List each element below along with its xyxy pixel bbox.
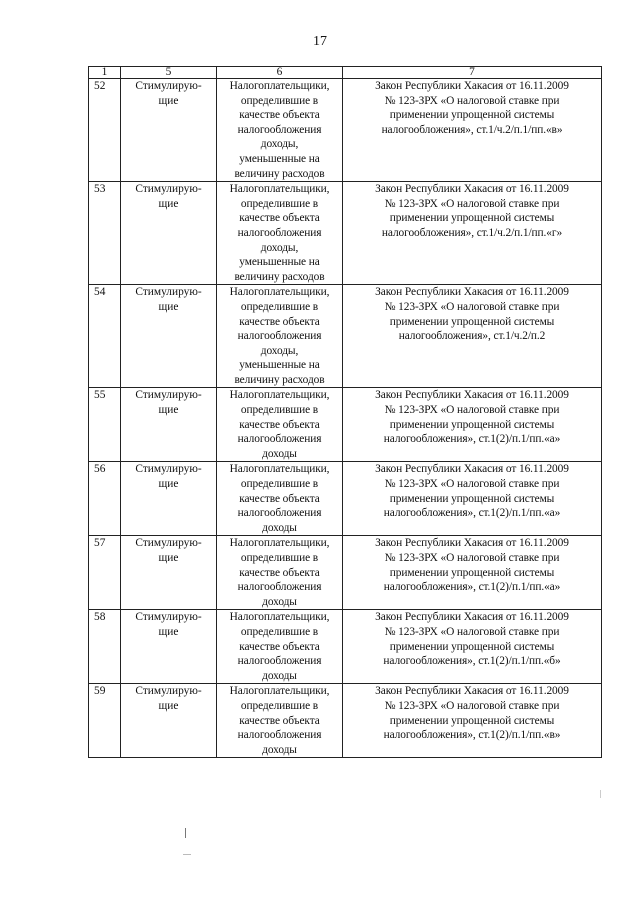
cell-text-line: доходы (262, 743, 297, 756)
cell-text-line: Закон Республики Хакасия от 16.11.2009 (375, 463, 569, 476)
cell-text-line: щие (158, 197, 179, 210)
row-number: 57 (89, 536, 121, 610)
row-number: 52 (89, 79, 121, 182)
cell-text-line: Налогоплательщики, (229, 685, 330, 698)
cell-text-line: доходы, (260, 344, 299, 357)
table-body (89, 79, 602, 758)
cell-text-line: щие (158, 94, 179, 107)
cell-text-line: № 123-ЗРХ «О налоговой ставке при (384, 197, 560, 210)
cell-text-line: № 123-ЗРХ «О налоговой ставке при (384, 552, 560, 564)
cell-text-line: Стимулирую- (135, 183, 202, 196)
cell-text-line: Закон Республики Хакасия от 16.11.2009 (375, 685, 569, 698)
cell-text-line: доходы (262, 447, 297, 460)
cell-text-line: налогообложения», ст.1(2)/п.1/пп.«в» (383, 729, 561, 742)
row-number: 58 (89, 610, 121, 684)
cell-text-line: налогообложения (237, 226, 322, 239)
benefit-type-cell (121, 462, 217, 536)
cell-text-line: качестве объекта (239, 640, 320, 653)
cell-text-line: величину расходов (234, 167, 325, 180)
legal-basis-cell (343, 462, 602, 536)
row-number: 56 (89, 462, 121, 536)
taxpayer-category-cell (217, 684, 343, 758)
benefit-type-cell (121, 79, 217, 182)
cell-text-line: применении упрощенной системы (389, 492, 555, 505)
cell-text-line: Стимулирую- (135, 389, 202, 402)
row-number: 53 (89, 182, 121, 285)
cell-text-line: Налогоплательщики, (229, 537, 330, 550)
cell-text-line: налогообложения», ст.1/ч.2/п.2 (398, 330, 546, 343)
cell-text-line: Стимулирую- (135, 537, 202, 550)
cell-text-line: Налогоплательщики, (229, 389, 330, 402)
taxpayer-category-cell (217, 79, 343, 182)
benefit-type-cell (121, 182, 217, 285)
header-col-1: 1 (89, 67, 121, 79)
legal-basis-cell (343, 684, 602, 758)
cell-text-line: № 123-ЗРХ «О налоговой ставке при (384, 625, 560, 638)
cell-text-line: Закон Республики Хакасия от 16.11.2009 (375, 537, 569, 550)
cell-text-line: налогообложения (237, 729, 322, 742)
cell-text-line: щие (158, 552, 179, 564)
taxpayer-category-cell (217, 610, 343, 684)
cell-text-line: щие (158, 404, 179, 417)
scan-artifact (183, 854, 191, 855)
taxpayer-category-cell (217, 462, 343, 536)
cell-text-line: качестве объекта (239, 109, 320, 122)
table-row (89, 684, 602, 758)
cell-text-line: налогообложения (237, 655, 322, 668)
cell-text-line: качестве объекта (239, 315, 320, 328)
cell-text-line: применении упрощенной системы (389, 315, 555, 328)
cell-text-line: величину расходов (234, 270, 325, 283)
legal-basis-cell (343, 285, 602, 388)
table-row (89, 79, 602, 182)
cell-text-line: № 123-ЗРХ «О налоговой ставке при (384, 478, 560, 491)
table-row (89, 285, 602, 388)
table-row (89, 610, 602, 684)
legal-basis-cell (343, 610, 602, 684)
cell-text-line: № 123-ЗРХ «О налоговой ставке при (384, 300, 560, 313)
scan-artifact (600, 790, 601, 798)
cell-text-line: определившие в (240, 300, 319, 313)
legal-basis-cell (343, 536, 602, 610)
cell-text-line: Закон Республики Хакасия от 16.11.2009 (375, 80, 569, 92)
row-number: 55 (89, 388, 121, 462)
cell-text-line: налогообложения (237, 507, 322, 520)
cell-text-line: Закон Республики Хакасия от 16.11.2009 (375, 389, 569, 402)
benefit-type-cell (121, 610, 217, 684)
cell-text-line: уменьшенные на (239, 359, 320, 372)
cell-text-line: Налогоплательщики, (229, 463, 330, 476)
cell-text-line: Стимулирую- (135, 611, 202, 624)
taxpayer-category-cell (217, 536, 343, 610)
cell-text-line: применении упрощенной системы (389, 566, 555, 579)
cell-text-line: применении упрощенной системы (389, 640, 555, 653)
scan-artifact (185, 828, 186, 838)
cell-text-line: качестве объекта (239, 714, 320, 727)
cell-text-line: щие (158, 699, 179, 712)
row-number: 59 (89, 684, 121, 758)
cell-text-line: определившие в (240, 625, 319, 638)
tax-benefits-table (88, 66, 602, 758)
legal-basis-cell (343, 182, 602, 285)
cell-text-line: налогообложения (237, 581, 322, 594)
cell-text-line: щие (158, 625, 179, 638)
cell-text-line: применении упрощенной системы (389, 109, 555, 122)
benefit-type-cell (121, 684, 217, 758)
cell-text-line: налогообложения», ст.1/ч.2/п.1/пп.«г» (381, 226, 563, 239)
cell-text-line: налогообложения», ст.1(2)/п.1/пп.«а» (383, 581, 561, 594)
cell-text-line: налогообложения», ст.1(2)/п.1/пп.«а» (383, 433, 561, 446)
cell-text-line: качестве объекта (239, 212, 320, 225)
cell-text-line: уменьшенные на (239, 256, 320, 269)
cell-text-line: доходы (262, 521, 297, 534)
cell-text-line: Закон Республики Хакасия от 16.11.2009 (375, 183, 569, 196)
cell-text-line: доходы, (260, 138, 299, 151)
cell-text-line: Налогоплательщики, (229, 183, 330, 196)
cell-text-line: налогообложения», ст.1/ч.2/п.1/пп.«в» (381, 123, 563, 136)
cell-text-line: Закон Республики Хакасия от 16.11.2009 (375, 611, 569, 624)
cell-text-line: доходы, (260, 241, 299, 254)
cell-text-line: налогообложения», ст.1(2)/п.1/пп.«а» (383, 507, 561, 520)
cell-text-line: качестве объекта (239, 418, 320, 431)
taxpayer-category-cell (217, 182, 343, 285)
cell-text-line: Налогоплательщики, (229, 611, 330, 624)
cell-text-line: определившие в (240, 404, 319, 417)
header-col-6: 6 (217, 67, 343, 79)
cell-text-line: качестве объекта (239, 566, 320, 579)
cell-text-line: определившие в (240, 197, 319, 210)
cell-text-line: качестве объекта (239, 492, 320, 505)
cell-text-line: налогообложения», ст.1(2)/п.1/пп.«б» (383, 655, 561, 668)
table-row (89, 462, 602, 536)
cell-text-line: налогообложения (237, 330, 322, 343)
cell-text-line: величину расходов (234, 373, 325, 386)
cell-text-line: определившие в (240, 552, 319, 564)
cell-text-line: Налогоплательщики, (229, 286, 330, 299)
table-row (89, 536, 602, 610)
legal-basis-cell (343, 388, 602, 462)
cell-text-line: налогообложения (237, 433, 322, 446)
table-row (89, 388, 602, 462)
cell-text-line: применении упрощенной системы (389, 212, 555, 225)
cell-text-line: № 123-ЗРХ «О налоговой ставке при (384, 699, 560, 712)
benefit-type-cell (121, 285, 217, 388)
cell-text-line: щие (158, 478, 179, 491)
taxpayer-category-cell (217, 285, 343, 388)
cell-text-line: налогообложения (237, 123, 322, 136)
taxpayer-category-cell (217, 388, 343, 462)
benefit-type-cell (121, 536, 217, 610)
cell-text-line: определившие в (240, 478, 319, 491)
table-row (89, 182, 602, 285)
cell-text-line: Стимулирую- (135, 463, 202, 476)
cell-text-line: Стимулирую- (135, 80, 202, 92)
cell-text-line: № 123-ЗРХ «О налоговой ставке при (384, 94, 560, 107)
cell-text-line: определившие в (240, 94, 319, 107)
cell-text-line: доходы (262, 669, 297, 682)
cell-text-line: щие (158, 300, 179, 313)
row-number: 54 (89, 285, 121, 388)
cell-text-line: Стимулирую- (135, 685, 202, 698)
cell-text-line: доходы (262, 595, 297, 608)
cell-text-line: Закон Республики Хакасия от 16.11.2009 (375, 286, 569, 299)
benefit-type-cell (121, 388, 217, 462)
cell-text-line: Стимулирую- (135, 286, 202, 299)
legal-basis-cell (343, 79, 602, 182)
header-col-5: 5 (121, 67, 217, 79)
cell-text-line: Налогоплательщики, (229, 80, 330, 92)
cell-text-line: применении упрощенной системы (389, 714, 555, 727)
cell-text-line: уменьшенные на (239, 152, 320, 165)
table-header-row (89, 67, 602, 79)
cell-text-line: № 123-ЗРХ «О налоговой ставке при (384, 404, 560, 417)
header-col-7: 7 (343, 67, 602, 79)
page-number: 17 (313, 34, 327, 49)
cell-text-line: применении упрощенной системы (389, 418, 555, 431)
cell-text-line: определившие в (240, 699, 319, 712)
